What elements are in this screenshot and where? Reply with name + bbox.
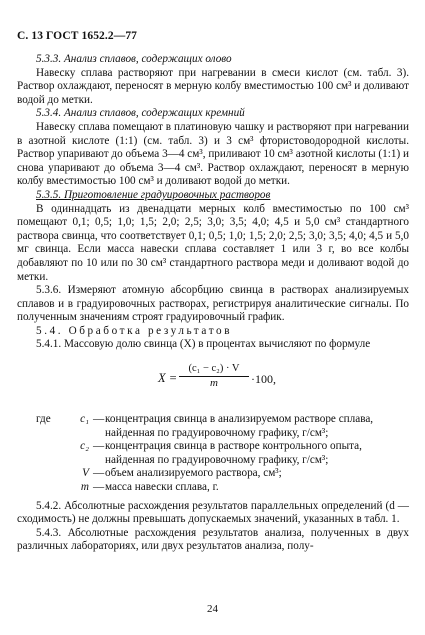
- legend-spacer: [17, 467, 67, 481]
- legend-text: концентрация свинца в растворе контрольного опыта, найденная по градуировочному графику, г/см³;: [105, 440, 362, 466]
- section-5-3-4-text: Навеску сплава помещают в платиновую чашку и растворяют при нагревании в азотной кислоте (1:1) (см. табл. 3) и 3 см³ фтористоводородной кислоты. Раствор упаривают до объема 3—4 см³, приливают 10 см³ азотной кислоты (1:1) и снова упаривают до объема 3—4 см³. Раствор охлаждают, переносят в мерную колбу вместимостью 100 см³ и доливают водой до метки.: [17, 120, 409, 188]
- legend-text: объем анализируемого раствора, см³;: [105, 467, 282, 480]
- section-5-3-4-title: 5.3.4. Анализ сплавов, содержащих кремний: [36, 107, 245, 120]
- document-body: [17, 53, 409, 554]
- section-5-3-5-title: 5.3.5. Приготовление градуировочных растворов: [36, 188, 271, 201]
- section-5-4-1-text: 5.4.1. Массовую долю свинца (X) в процентах вычисляют по формуле: [36, 338, 371, 351]
- section-5-3-6-text: 5.3.6. Измеряют атомную абсорбцию свинца в растворах анализируемых сплавов и в градуировочных растворах, регистрируя аналитические сигналы. По полученным значениям строят градуировочный график.: [17, 284, 409, 324]
- legend-dash: —: [93, 413, 105, 426]
- section-5-3-3-text: Навеску сплава растворяют при нагревании в смеси кислот (см. табл. 3). Раствор охлаждают, переносят в мерную колбу вместимостью 100 см³ и доливают водой до метки.: [17, 66, 409, 106]
- legend-dash: —: [93, 440, 105, 453]
- section-5-4-2-text: 5.4.2. Абсолютные расхождения результатов параллельных определений (d — сходимость) не должны превышать допускаемых значений, указанных в табл. 1.: [17, 499, 409, 526]
- legend-symbol: m: [80, 481, 89, 494]
- legend-dash: —: [93, 467, 105, 480]
- legend-row: [17, 413, 409, 440]
- section-5-3-5-text: В одиннадцать из двенадцати мерных колб вместимостью по 100 см³ помещают 0,1; 0,5; 1,0; 1,5; 2,0; 2,5; 3,0; 3,5; 4,0; 4,5 и 5,0 см³ стандартного раствора свинца, что соответствует 0,1; 0,5; 1,0; 1,5; 2,0; 2,5; 3,0; 3,5; 4,0; 4,5 и 5,0 мг свинца. Если масса навески сплава составляет 1 или 3 г, во все колбы добавляют по 10 или по 30 см³ стандартного раствора меди и доливают водой до метки.: [17, 202, 409, 283]
- legend-symbol: V: [82, 467, 89, 480]
- legend-dash: —: [93, 481, 105, 494]
- legend-text: масса навески сплава, г.: [105, 481, 219, 494]
- legend-row: [17, 467, 409, 481]
- legend-spacer: [17, 481, 67, 495]
- legend-row: [17, 440, 409, 467]
- legend-symbol: c₂: [80, 440, 89, 453]
- page-header: С. 13 ГОСТ 1652.2—77: [17, 30, 138, 42]
- formula-legend: [17, 413, 409, 495]
- legend-spacer: [17, 440, 67, 467]
- legend-where: где: [36, 413, 51, 426]
- section-5-3-3-title: 5.3.3. Анализ сплавов, содержащих олово: [36, 53, 232, 65]
- formula: [17, 361, 409, 405]
- formula-lhs: X =: [158, 371, 178, 386]
- legend-text: концентрация свинца в анализируемом растворе сплава, найденная по градуировочному графику, г/см³;: [105, 413, 374, 439]
- legend-row: [17, 481, 409, 495]
- section-5-4-title: 5.4. Обработка результатов: [36, 324, 233, 337]
- page-number: 24: [207, 603, 218, 615]
- formula-numerator: (c₁ − c₂) · V: [179, 363, 249, 377]
- formula-fraction: [179, 363, 249, 390]
- formula-rhs: ·100,: [251, 372, 276, 387]
- legend-symbol: c₁: [80, 413, 89, 426]
- section-5-4-3-text: 5.4.3. Абсолютные расхождения результатов анализа, полученных в двух различных лабораториях, или двух результатов анализа, полу-: [17, 526, 409, 553]
- formula-denominator: m: [210, 377, 218, 390]
